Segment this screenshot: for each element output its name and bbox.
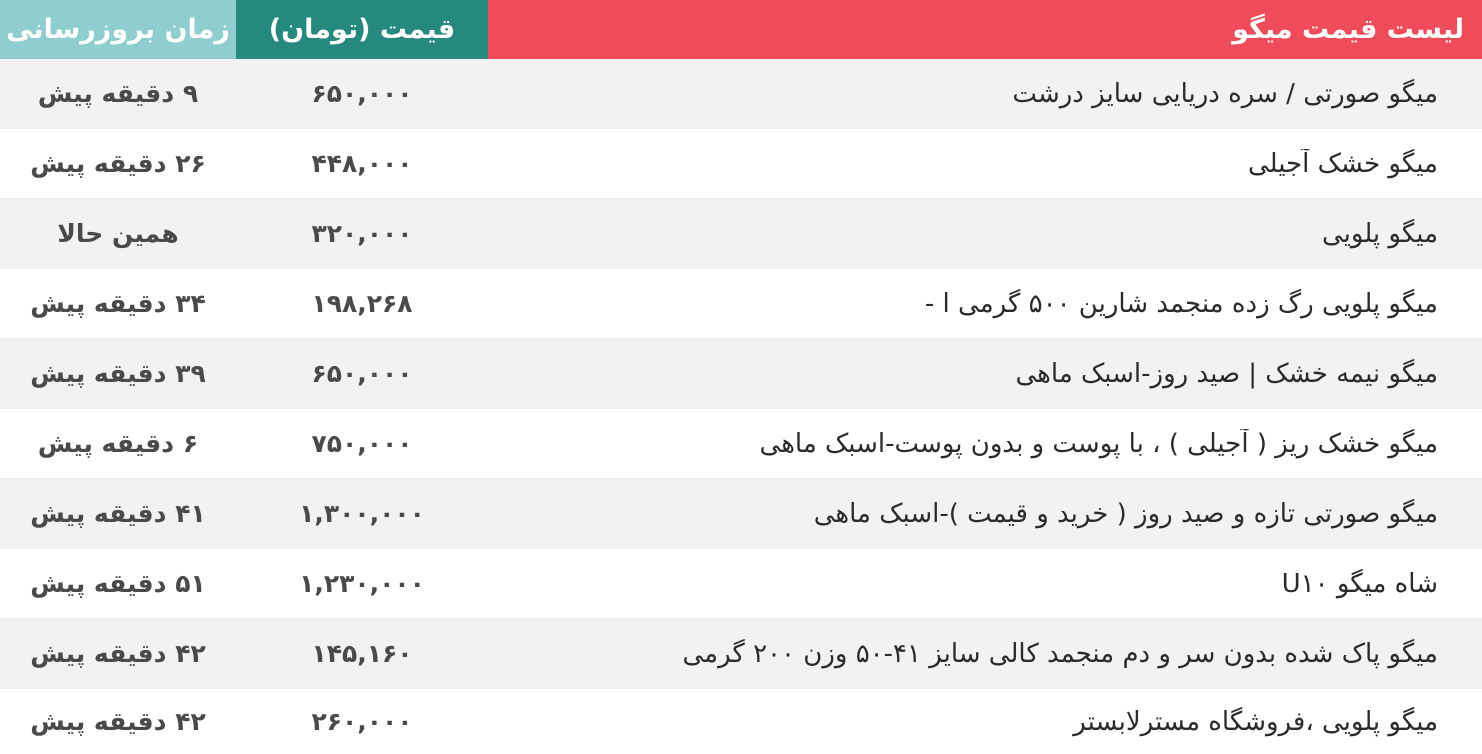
table-row xyxy=(0,479,1482,549)
table-row xyxy=(0,409,1482,479)
update-time: ۵۱ دقیقه پیش xyxy=(30,569,206,598)
table-row xyxy=(0,549,1482,619)
product-price: ۷۵۰,۰۰۰ xyxy=(311,429,413,458)
product-name: میگو پلویی xyxy=(1321,218,1438,249)
table-row xyxy=(0,129,1482,199)
product-name: میگو پاک شده بدون سر و دم منجمد کالی سایز ۴۱-۵۰ وزن ۲۰۰ گرمی xyxy=(682,638,1438,669)
update-time: ۳۹ دقیقه پیش xyxy=(30,359,206,388)
product-name: میگو صورتی تازه و صید روز ( خرید و قیمت )-اسبک ماهی xyxy=(813,498,1438,529)
product-name: میگو پلویی رگ زده منجمد شارین ۵۰۰ گرمی ا - xyxy=(924,288,1438,319)
table-row xyxy=(0,59,1482,129)
update-time: ۴۲ دقیقه پیش xyxy=(30,639,206,668)
table-row xyxy=(0,339,1482,409)
update-time: ۹ دقیقه پیش xyxy=(37,79,199,108)
product-price: ۴۴۸,۰۰۰ xyxy=(311,149,413,178)
product-price: ۱۹۸,۲۶۸ xyxy=(311,289,413,318)
table-row xyxy=(0,619,1482,689)
product-price: ۲۶۰,۰۰۰ xyxy=(311,707,413,736)
table-row xyxy=(0,689,1482,754)
product-price: ۱,۳۰۰,۰۰۰ xyxy=(299,499,425,528)
product-name: میگو نیمه خشک | صید روز-اسبک ماهی xyxy=(1015,358,1438,389)
product-name: میگو خشک ریز ( آجیلی ) ، با پوست و بدون پوست-اسبک ماهی xyxy=(759,428,1438,459)
product-price: ۳۲۰,۰۰۰ xyxy=(311,219,413,248)
update-time: ۳۴ دقیقه پیش xyxy=(30,289,206,318)
header-price: قیمت (تومان) xyxy=(236,0,488,59)
update-time: ۶ دقیقه پیش xyxy=(37,429,199,458)
product-name: میگو پلویی ،فروشگاه مسترلابستر xyxy=(1073,706,1438,737)
table-row xyxy=(0,199,1482,269)
update-time: ۴۱ دقیقه پیش xyxy=(30,499,206,528)
update-time: همین حالا xyxy=(57,219,179,248)
product-name: شاه میگو U۱۰ xyxy=(1281,568,1438,599)
table-row xyxy=(0,269,1482,339)
header-update-time: زمان بروزرسانی xyxy=(0,0,236,59)
update-time: ۴۲ دقیقه پیش xyxy=(30,707,206,736)
product-price: ۶۵۰,۰۰۰ xyxy=(311,359,413,388)
product-price: ۱۴۵,۱۶۰ xyxy=(311,639,413,668)
table-header xyxy=(0,0,1482,59)
update-time: ۲۶ دقیقه پیش xyxy=(30,149,206,178)
header-product-name: لیست قیمت میگو xyxy=(488,0,1482,59)
product-price: ۱,۲۳۰,۰۰۰ xyxy=(299,569,425,598)
product-price: ۶۵۰,۰۰۰ xyxy=(311,79,413,108)
product-name: میگو صورتی / سره دریایی سایز درشت xyxy=(1012,78,1438,109)
product-name: میگو خشک آجیلی xyxy=(1247,148,1438,179)
